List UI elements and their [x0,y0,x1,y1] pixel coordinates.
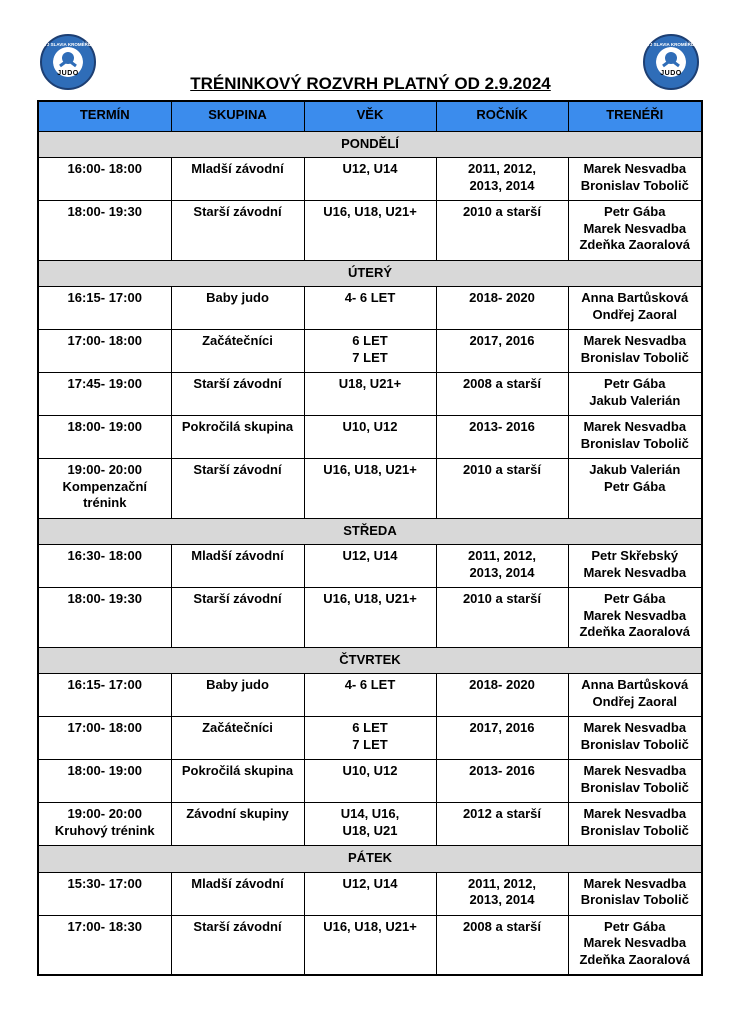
cell-age-line: U14, U16, [340,806,400,821]
cell-age [304,674,436,717]
cell-year [436,287,568,330]
cell-group-line: Mladší závodní [191,161,284,176]
cell-coaches-line: Petr Gába [604,591,666,606]
cell-time [38,674,171,717]
cell-coaches-line: Petr Gába [604,918,666,934]
cell-coaches [568,545,702,588]
header-vek: VĚK [304,101,436,131]
cell-time [38,201,171,261]
cell-coaches-line: Marek Nesvadba [583,763,687,778]
cell-year [436,373,568,416]
header-termin: TERMÍN [38,101,171,131]
cell-time [38,545,171,588]
cell-group-line: Závodní skupiny [186,806,289,821]
cell-age-line: 4- 6 LET [344,290,396,305]
cell-time-line: 16:00- 18:00 [67,161,142,176]
cell-time [38,158,171,201]
cell-time-line: trénink [83,495,127,510]
cell-age [304,588,436,648]
cell-year-line: 2013- 2016 [469,419,535,434]
cell-time-line: 17:00- 18:30 [67,918,142,934]
table-row [38,416,702,459]
cell-year-line: 2012 a starší [462,806,542,821]
cell-year [436,760,568,803]
cell-year [436,459,568,519]
cell-coaches [568,588,702,648]
cell-age-line: U16, U18, U21+ [323,462,417,477]
cell-coaches [568,158,702,201]
cell-time [38,760,171,803]
cell-year-line: 2008 a starší [462,376,542,391]
cell-year-line: 2010 a starší [462,462,542,477]
cell-group [171,545,304,588]
page-title: TRÉNINKOVÝ ROZVRH PLATNÝ OD 2.9.2024 [190,74,551,93]
cell-coaches-line: Bronislav Tobolič [580,892,689,907]
cell-group-line: Mladší závodní [191,875,284,891]
table-row [38,674,702,717]
cell-year [436,674,568,717]
cell-age-line: 6 LET [352,720,388,735]
cell-time [38,588,171,648]
cell-group-line: Starší závodní [193,376,282,391]
cell-coaches-line: Marek Nesvadba [583,220,687,236]
cell-group [171,373,304,416]
cell-group [171,674,304,717]
cell-year-line: 2013, 2014 [469,892,535,907]
logo-club-text: TJ SLAVIA KROMĚŘÍŽ [647,42,695,47]
cell-coaches-line: Marek Nesvadba [583,419,687,434]
cell-year-line: 2013- 2016 [469,763,535,778]
cell-age-line: U10, U12 [342,763,398,778]
cell-year [436,416,568,459]
cell-coaches-line: Petr Gába [604,478,666,494]
cell-time-line: 17:45- 19:00 [67,376,142,391]
day-name: STŘEDA [38,518,702,545]
cell-coaches-line: Jakub Valerián [589,462,681,477]
cell-age-line: U12, U14 [342,875,398,891]
day-name: PONDĚLÍ [38,131,702,158]
cell-group-line: Pokročilá skupina [181,763,294,778]
cell-time-line: Kruhový trénink [54,822,155,838]
cell-coaches-line: Marek Nesvadba [583,333,687,348]
cell-group [171,158,304,201]
cell-time-line: 16:15- 17:00 [67,677,142,692]
cell-age-line: U16, U18, U21+ [323,204,417,219]
cell-coaches [568,416,702,459]
cell-year-line: 2010 a starší [462,204,542,219]
header-rocnik: ROČNÍK [436,101,568,131]
cell-group-line: Baby judo [206,677,269,692]
table-row [38,459,702,519]
cell-year [436,545,568,588]
cell-year-line: 2018- 2020 [469,290,535,305]
cell-group-line: Baby judo [206,290,269,305]
cell-coaches [568,915,702,975]
cell-year [436,201,568,261]
cell-age-line: U12, U14 [342,161,398,176]
cell-coaches [568,287,702,330]
cell-age [304,373,436,416]
day-name: ÚTERÝ [38,260,702,287]
cell-coaches-line: Petr Gába [604,376,666,391]
cell-group [171,915,304,975]
cell-coaches [568,872,702,915]
cell-coaches-line: Marek Nesvadba [583,720,687,735]
cell-coaches [568,760,702,803]
cell-coaches-line: Ondřej Zaoral [592,693,678,709]
cell-time-line: 16:30- 18:00 [67,548,142,563]
cell-coaches-line: Bronislav Tobolič [580,177,689,193]
cell-coaches-line: Anna Bartůsková [581,290,689,305]
cell-year-line: 2018- 2020 [469,677,535,692]
cell-coaches [568,373,702,416]
cell-age-line: U16, U18, U21+ [323,918,417,934]
day-row [38,131,702,158]
cell-age [304,545,436,588]
day-row [38,647,702,674]
header-row [38,101,702,131]
cell-year [436,330,568,373]
cell-group-line: Starší závodní [193,591,282,606]
cell-year [436,915,568,975]
cell-age [304,459,436,519]
day-name: ČTVRTEK [38,647,702,674]
cell-coaches-line: Bronislav Tobolič [580,736,689,752]
cell-group-line: Pokročilá skupina [181,419,294,434]
cell-time-line: 17:00- 18:00 [67,720,142,735]
cell-time [38,330,171,373]
day-name: PÁTEK [38,846,702,873]
table-row [38,915,702,975]
cell-group-line: Začátečníci [202,720,273,735]
cell-age-line: U18, U21 [342,822,398,838]
cell-coaches-line: Zdeňka Zaoralová [579,237,691,252]
cell-year [436,803,568,846]
cell-time-line: 18:00- 19:30 [67,591,142,606]
cell-coaches-line: Anna Bartůsková [581,677,689,692]
cell-coaches-line: Bronislav Tobolič [580,822,689,838]
cell-year-line: 2017, 2016 [469,333,535,348]
cell-age [304,915,436,975]
cell-coaches-line: Jakub Valerián [589,392,681,408]
table-row [38,545,702,588]
cell-group [171,201,304,261]
cell-coaches-line: Ondřej Zaoral [592,306,678,322]
table-row [38,330,702,373]
cell-age [304,872,436,915]
cell-age-line: U10, U12 [342,419,398,434]
cell-year [436,872,568,915]
cell-age [304,287,436,330]
cell-coaches-line: Petr Gába [604,204,666,219]
cell-time [38,373,171,416]
cell-time-line: 17:00- 18:00 [67,333,142,348]
cell-year-line: 2013, 2014 [469,564,535,580]
cell-coaches-line: Zdeňka Zaoralová [579,951,691,967]
cell-year-line: 2008 a starší [462,918,542,934]
cell-coaches-line: Petr Skřebský [591,548,679,563]
cell-time [38,872,171,915]
cell-age [304,717,436,760]
cell-age [304,416,436,459]
header-treneri: TRENÉŘI [568,101,702,131]
cell-year [436,158,568,201]
cell-coaches-line: Bronislav Tobolič [580,349,689,365]
schedule-table [37,100,703,976]
cell-coaches [568,201,702,261]
table-row [38,201,702,261]
cell-age-line: U12, U14 [342,548,398,563]
cell-coaches-line: Marek Nesvadba [583,806,687,821]
cell-group-line: Začátečníci [202,333,273,348]
cell-group [171,459,304,519]
cell-age [304,201,436,261]
cell-time-line: 18:00- 19:00 [67,763,142,778]
cell-group [171,760,304,803]
cell-time-line: 16:15- 17:00 [67,290,142,305]
cell-coaches-line: Marek Nesvadba [583,875,687,891]
cell-age [304,158,436,201]
cell-group [171,803,304,846]
logo-judo-text: JUDO [57,70,79,77]
table-row [38,803,702,846]
cell-coaches [568,803,702,846]
table-row [38,760,702,803]
cell-time-line: 18:00- 19:30 [67,204,142,219]
cell-time [38,717,171,760]
cell-group [171,717,304,760]
cell-time [38,915,171,975]
cell-coaches [568,459,702,519]
day-row [38,260,702,287]
cell-year-line: 2010 a starší [462,591,542,606]
cell-time [38,459,171,519]
cell-year [436,717,568,760]
cell-year-line: 2011, 2012, [468,875,536,891]
cell-coaches-line: Bronislav Tobolič [580,435,689,451]
table-row [38,287,702,330]
cell-coaches [568,674,702,717]
cell-coaches-line: Marek Nesvadba [583,935,687,950]
cell-group [171,287,304,330]
cell-time-line: Kompenzační [62,478,147,494]
cell-group [171,872,304,915]
cell-time-line: 19:00- 20:00 [67,806,142,821]
day-row [38,846,702,873]
cell-coaches-line: Marek Nesvadba [583,161,687,176]
cell-time-line: 15:30- 17:00 [67,875,142,891]
table-row [38,373,702,416]
cell-group [171,330,304,373]
table-row [38,717,702,760]
cell-coaches [568,717,702,760]
cell-time [38,803,171,846]
cell-age [304,803,436,846]
cell-age-line: 7 LET [352,736,388,752]
day-row [38,518,702,545]
table-row [38,588,702,648]
cell-coaches-line: Marek Nesvadba [583,564,687,580]
cell-year-line: 2011, 2012, [468,161,536,176]
cell-age-line: U16, U18, U21+ [323,591,417,606]
table-row [38,872,702,915]
logo-judo-text: JUDO [660,70,682,77]
cell-time-line: 18:00- 19:00 [67,419,142,434]
logo-club-text: TJ SLAVIA KROMĚŘÍŽ [44,42,92,47]
cell-year-line: 2011, 2012, [468,548,536,563]
cell-coaches-line: Bronislav Tobolič [580,779,689,795]
cell-time [38,287,171,330]
cell-time [38,416,171,459]
cell-time-line: 19:00- 20:00 [67,462,142,477]
cell-coaches [568,330,702,373]
cell-coaches-line: Marek Nesvadba [583,607,687,623]
cell-year-line: 2017, 2016 [469,720,535,735]
cell-age-line: 7 LET [352,349,388,365]
cell-group [171,588,304,648]
cell-group [171,416,304,459]
header-skupina: SKUPINA [171,101,304,131]
cell-year [436,588,568,648]
cell-group-line: Starší závodní [193,204,282,219]
cell-age-line: 6 LET [352,333,388,348]
cell-age-line: U18, U21+ [338,376,402,391]
cell-age [304,760,436,803]
cell-coaches-line: Zdeňka Zaoralová [579,624,691,639]
cell-age-line: 4- 6 LET [344,677,396,692]
cell-group-line: Starší závodní [193,918,282,934]
cell-year-line: 2013, 2014 [469,177,535,193]
cell-group-line: Mladší závodní [191,548,284,563]
cell-age [304,330,436,373]
cell-group-line: Starší závodní [193,462,282,477]
table-row [38,158,702,201]
